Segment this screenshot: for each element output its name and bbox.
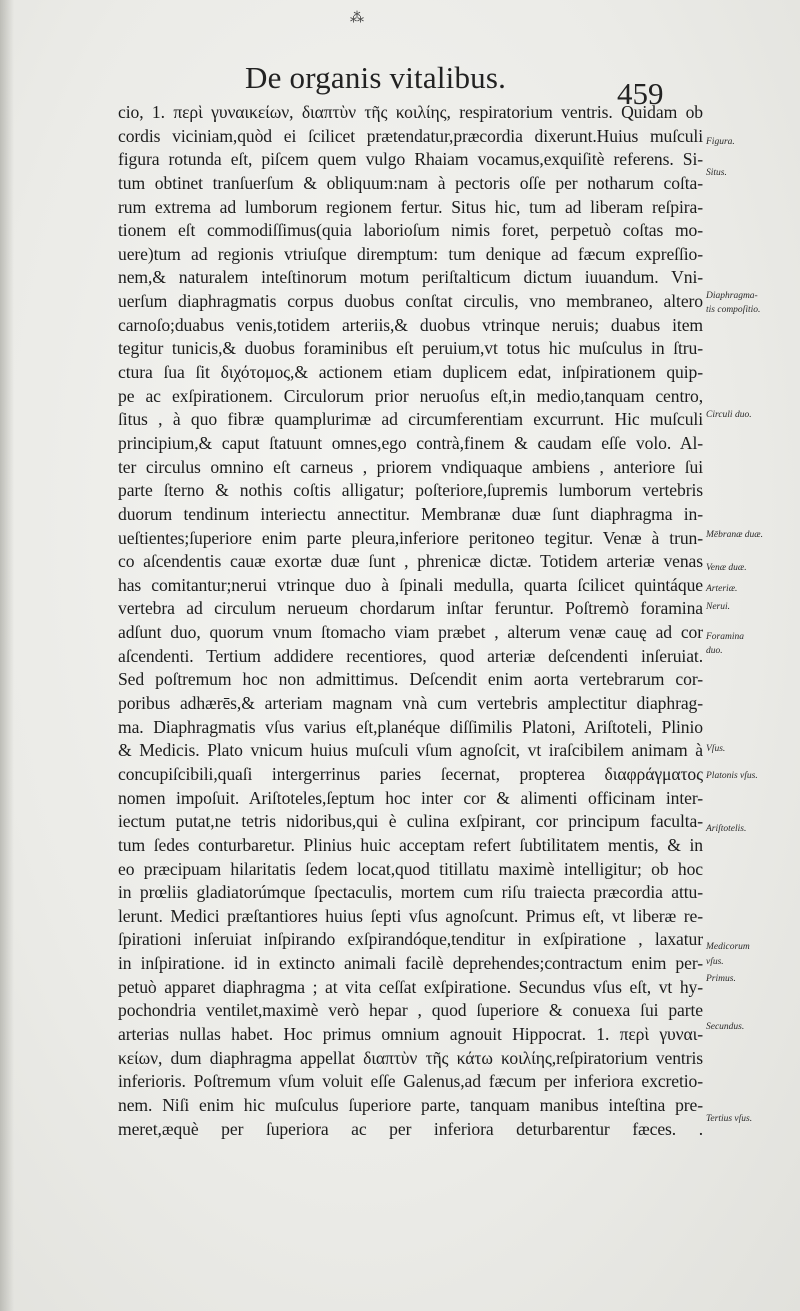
text-line: in prœliis gladiatorúmque ſpectaculis, mortem cum riſu traiecta præcordia attu- — [118, 882, 703, 903]
text-line: co aſcendentis cauæ exortæ duæ ſunt , phrenicæ dictæ. Totidem arteriæ venas — [118, 551, 703, 572]
text-line: pochondria ventilet,maximè verò hepar , quod ſuperiore & conuexa ſui parte — [118, 1000, 703, 1021]
margin-note-medicorum-usus: vſus. — [706, 957, 724, 967]
text-line: poribus adhærēs,& arteriam magnam vnà cum vertebris amplectitur diaphrag- — [118, 693, 703, 714]
text-line: nem. Niſi enim hic muſculus ſuperiore parte, tanquam manibus inteſtina pre- — [118, 1094, 703, 1115]
text-line: petuò apparet diaphragma ; at vita ceſſat exſpiratione. Secundus vſus eſt, vt hy- — [118, 976, 703, 997]
text-line: iectum putat,ne tetris nidoribus,qui è culina exſpirant, cor principum faculta- — [118, 811, 703, 832]
margin-note-arteriae: Arteriæ. — [706, 584, 738, 594]
text-line: cio, 1. περὶ γυναικείων, διαπτὺν τῆς κοιλίης, respiratorium ventris. Quidam ob — [118, 102, 703, 122]
text-line: duorum tendinum interiectu annectitur. Membranæ duæ ſunt diaphragma in- — [118, 503, 703, 524]
text-line: inferioris. Poſtremum vſum voluit eſſe Galenus,ad fæcum per inferiora excretio- — [118, 1071, 703, 1092]
margin-note-nerui: Nerui. — [706, 602, 731, 612]
text-line: ſpirationi inſeruiat inſpirando exſpirandóque,tenditur in exſpiratione , laxatur — [118, 929, 703, 950]
text-line: ctura ſua ſit διχότομος,& actionem etiam duplicem edat, inſpirationem quip- — [118, 362, 703, 383]
text-line: nem,& naturalem inteſtinorum motum periſtalticum dictum iuuandum. Vni- — [118, 267, 703, 288]
text-line: rum extrema ad lumborum regionem fertur. Situs hic, tum ad liberam reſpira- — [118, 196, 703, 217]
text-line: tum obtinet tranſuerſum & obliquum:nam à pectoris oſſe per notharum coſta- — [118, 172, 703, 193]
text-line: lerunt. Medici præſtantiores huius ſepti vſus agnoſcunt. Primus eſt, vt liberæ re- — [118, 905, 703, 926]
text-line: figura rotunda eſt, piſcem quem vulgo Rhaiam vocamus,exquiſitè referens. Si- — [118, 149, 703, 170]
margin-note-circuli: Circuli duo. — [706, 410, 752, 420]
text-line: aſcendenti. Tertium addidere recentiores, quod arteriæ deſcendenti inſeruiat. — [118, 645, 703, 666]
text-line: pe ac exſpirationem. Circulorum prior neruoſus eſt,in medio,tanquam centro, — [118, 385, 703, 406]
margin-note-aristotelis: Ariſtotelis. — [706, 824, 747, 834]
spine-shadow — [0, 0, 14, 1311]
text-line: uerſum diaphragmatis corpus duobus conſtat circulis, vno membraneo, altero — [118, 291, 703, 312]
text-line: principium,& caput ſtatuunt omnes,ego contrà,finem & caudam eſſe volo. Al- — [118, 432, 703, 453]
text-line: cordis viciniam,quòd ei ſcilicet prætendatur,præcordia dixerunt.Huius muſculi — [118, 125, 703, 146]
margin-note-foramina: Foramina — [706, 632, 744, 642]
text-line: meret,æquè per ſuperiora ac per inferiora deturbarentur fæces. . — [118, 1118, 703, 1139]
body-text — [118, 101, 703, 1165]
text-line: Sed poſtremum hoc non admittimus. Deſcendit enim aorta vertebrarum cor- — [118, 669, 703, 690]
text-line: uere)tum ad regionis vtriuſque diremptum: tum denique ad fæcum expreſſio- — [118, 243, 703, 264]
text-line: eo præcipuam hilaritatis ſedem locat,quod titillatu maximè intelligitur; ob hoc — [118, 858, 703, 879]
text-line: κείων, dum diaphragma appellat διαπτὺν τῆς κάτω κοιλίης,reſpiratorium ventris — [118, 1047, 703, 1068]
text-line: concupiſcibili,quaſi intergerrinus paries ſecernat, propterea διαφράγματος — [118, 763, 703, 784]
text-line: tum ſedes conturbaretur. Plinius huic acceptam refert ſubtilitatem mentis, & in — [118, 834, 703, 855]
text-line: has comitantur;nerui vtrinque duo à ſpinali medulla, quarta ſcilicet quintáque — [118, 574, 703, 595]
margin-note-platonis: Platonis vſus. — [706, 771, 758, 781]
margin-note-medicorum: Medicorum — [706, 942, 750, 952]
text-line: arterias nullas habet. Hoc primus omnium agnouit Hippocrat. 1. περὶ γυναι- — [118, 1023, 703, 1044]
margin-note-diaphragma: Diaphragma- — [706, 291, 758, 301]
page-number: 459 — [617, 76, 664, 111]
text-line: ma. Diaphragmatis vſus varius eſt,planéque diſſimilis Platoni, Ariſtoteli, Plinio — [118, 716, 703, 737]
margin-note-secundus: Secundus. — [706, 1022, 745, 1032]
margin-note-usus: Vſus. — [706, 744, 726, 754]
margin-note-duo: duo. — [706, 646, 723, 656]
running-head: De organis vitalibus. — [245, 60, 507, 95]
text-line — [118, 1141, 703, 1165]
margin-note-compositio: tis compoſitio. — [706, 305, 761, 315]
text-line: parte ſterno & nothis coſtis alligatur; poſteriore,ſupremis lumborum vertebris — [118, 480, 703, 501]
text-line: tionem eſt commodiſſimus(quia laborioſum nimis foret, perpetuò coſtas mo- — [118, 220, 703, 241]
text-line: carnoſo;duabus venis,totidem arteriis,& duobus vtrinque neruis; duabus item — [118, 314, 703, 335]
margin-note-membranae: Mēbranæ duæ. — [706, 530, 763, 540]
text-line: nomen impoſuit. Ariſtoteles,ſeptum hoc inter cor & alimenti officinam inter- — [118, 787, 703, 808]
margin-note-situs: Situs. — [706, 168, 727, 178]
ink-mark: ⁂ — [350, 11, 364, 26]
margin-note-primus: Primus. — [706, 974, 736, 984]
text-line: ueſtientes;ſuperiore enim parte pleura,inferiore peritoneo tegitur. Venæ à trun- — [118, 527, 703, 548]
text-line: in inſpiratione. id in extincto animali facilè deprehendes;contractum enim per- — [118, 953, 703, 974]
margin-note-tertius: Tertius vſus. — [706, 1114, 753, 1124]
margin-note-figura: Figura. — [706, 137, 735, 147]
text-line: & Medicis. Plato vnicum huius muſculi vſum agnoſcit, vt iraſcibilem animam à — [118, 740, 703, 761]
text-line: ter circulus omnino eſt carneus , priorem vndiquaque ambiens , anteriore ſui — [118, 456, 703, 477]
margin-note-venae: Venæ duæ. — [706, 563, 747, 573]
text-line: adſunt duo, quorum vnum ſtomacho viam præbet , alterum venæ cauę ad cor — [118, 622, 703, 643]
text-line: vertebra ad circulum nerueum chordarum inſtar feruntur. Poſtremò foramina — [118, 598, 703, 619]
text-line: ſitus , à quo fibræ quamplurimæ ad circumferentiam excurrunt. Hic muſculi — [118, 409, 703, 430]
text-line: tegitur tunicis,& duobus foraminibus eſt peruium,vt totus hic muſculus in ſtru- — [118, 338, 703, 359]
